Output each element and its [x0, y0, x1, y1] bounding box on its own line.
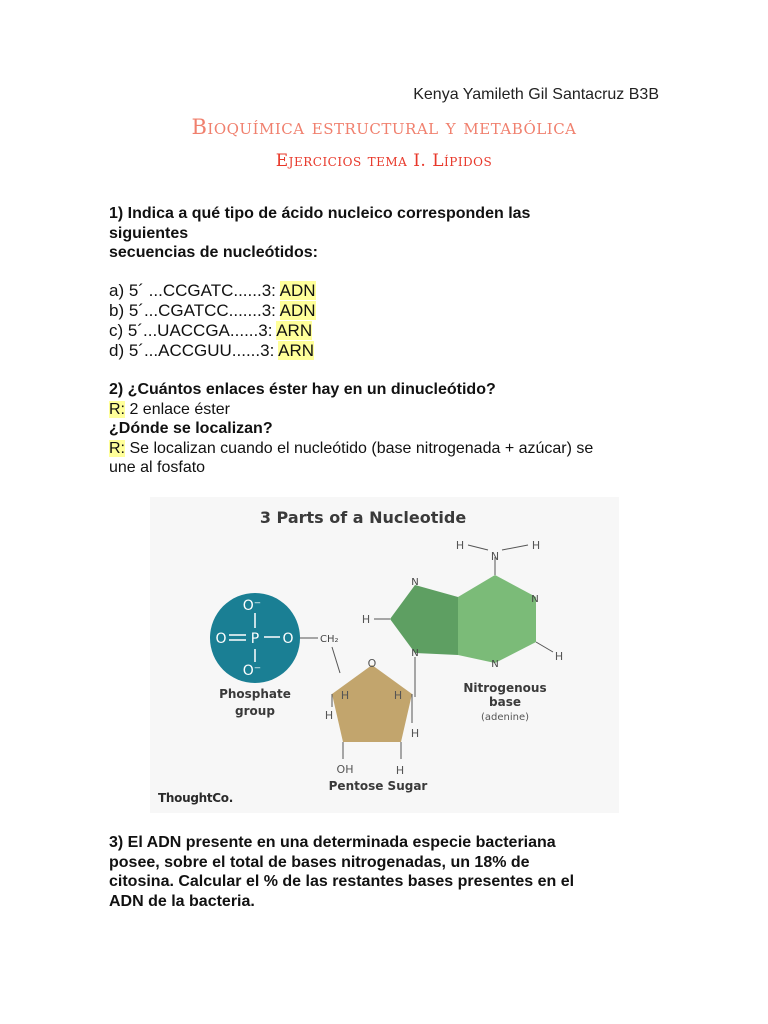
- answer-highlight: ARN: [278, 341, 315, 360]
- thoughtco-logo: ThoughtCo.: [158, 791, 233, 805]
- atom-label: H: [410, 727, 420, 740]
- answer-1-text: 2 enlace éster: [125, 400, 230, 418]
- answer-highlight: ADN: [279, 301, 316, 320]
- answer-1: [109, 400, 669, 420]
- atom-label: H: [395, 764, 405, 777]
- document-title: Bioquímica estructural y metabólica: [191, 115, 577, 139]
- sugar-label: Pentose Sugar: [328, 779, 428, 793]
- list-item: [109, 281, 669, 301]
- question-2-subquestion: ¿Dónde se localizan?: [109, 420, 273, 437]
- answer-2-text: Se localizan cuando el nucleótido (base nitrogenada + azúcar) se: [125, 439, 594, 457]
- sugar-ring: [332, 665, 412, 742]
- base-ring-6: [458, 575, 539, 663]
- base-label: (adenine): [480, 712, 530, 723]
- answer-highlight: ADN: [279, 281, 316, 300]
- answer-label: R:: [109, 400, 125, 418]
- answer-highlight: ARN: [276, 321, 313, 340]
- author-name: Kenya Yamileth Gil Santacruz B3B: [413, 86, 659, 103]
- list-item: [109, 301, 669, 321]
- sequence-text: c) 5´...UACCGA......3:: [109, 321, 277, 340]
- phosphate-label: group: [235, 704, 275, 718]
- atom-label: H: [340, 689, 350, 702]
- nitrogenous-base: [362, 539, 563, 670]
- sequence-text: d) 5´...ACCGUU......3:: [109, 341, 279, 360]
- question-2-text: 2) ¿Cuántos enlaces éster hay en un dinucleótido?: [109, 381, 496, 398]
- atom-label: OH: [336, 763, 354, 776]
- atom-label: P: [250, 631, 260, 647]
- atom-label: H: [455, 539, 465, 552]
- question-3-line-3: citosina. Calcular el % de las restantes bases presentes en el: [109, 873, 575, 890]
- atom-label: O: [282, 631, 294, 647]
- phosphate-label: Phosphate: [219, 687, 291, 701]
- figure-title: 3 Parts of a Nucleotide: [259, 508, 467, 527]
- list-item: [109, 341, 669, 361]
- atom-label: N: [531, 594, 539, 605]
- question-3-line-1: 3) El ADN presente en una determinada especie bacteriana: [109, 834, 556, 851]
- question-2: [109, 380, 669, 478]
- atom-label: H: [554, 650, 564, 663]
- sequence-list: [109, 281, 669, 361]
- nucleotide-figure: [150, 497, 619, 813]
- atom-label: N: [491, 659, 499, 670]
- base-ring-5: [390, 585, 458, 655]
- answer-2: [109, 439, 669, 459]
- question-1: [109, 204, 669, 263]
- atom-label: CH₂: [320, 634, 339, 645]
- question-1-line-2: siguientes: [109, 224, 189, 242]
- question-3-line-4: ADN de la bacteria.: [109, 892, 255, 910]
- atom-label: H: [531, 539, 541, 552]
- atom-label: H: [393, 689, 403, 702]
- list-item: [109, 321, 669, 341]
- atom-label: H: [324, 709, 334, 722]
- atom-label: O⁻: [242, 663, 262, 679]
- atom-label: N: [411, 648, 419, 659]
- document-subtitle: Ejercicios tema I. Lípidos: [275, 151, 493, 171]
- question-1-line-1: 1) Indica a qué tipo de ácido nucleico corresponden las: [109, 205, 531, 222]
- atom-label: O: [367, 657, 377, 670]
- answer-label: R:: [109, 439, 125, 457]
- phosphate-group: [210, 593, 300, 683]
- base-label: base: [489, 695, 521, 709]
- sequence-text: b) 5´...CGATCC.......3:: [109, 301, 280, 320]
- base-label: Nitrogenous: [463, 681, 547, 695]
- sequence-text: a) 5´ ...CCGATC......3:: [109, 281, 280, 300]
- atom-label: O⁻: [242, 598, 262, 614]
- atom-label: O: [215, 631, 227, 647]
- answer-2-line-2: une al fosfato: [109, 459, 206, 476]
- question-3-line-2: posee, sobre el total de bases nitrogenadas, un 18% de: [109, 853, 530, 871]
- question-3: [109, 833, 669, 911]
- atom-label: N: [490, 550, 500, 563]
- atom-label: H: [361, 613, 371, 626]
- atom-label: N: [411, 577, 419, 588]
- pentose-sugar: [332, 657, 412, 742]
- question-1-line-3: secuencias de nucleótidos:: [109, 244, 318, 261]
